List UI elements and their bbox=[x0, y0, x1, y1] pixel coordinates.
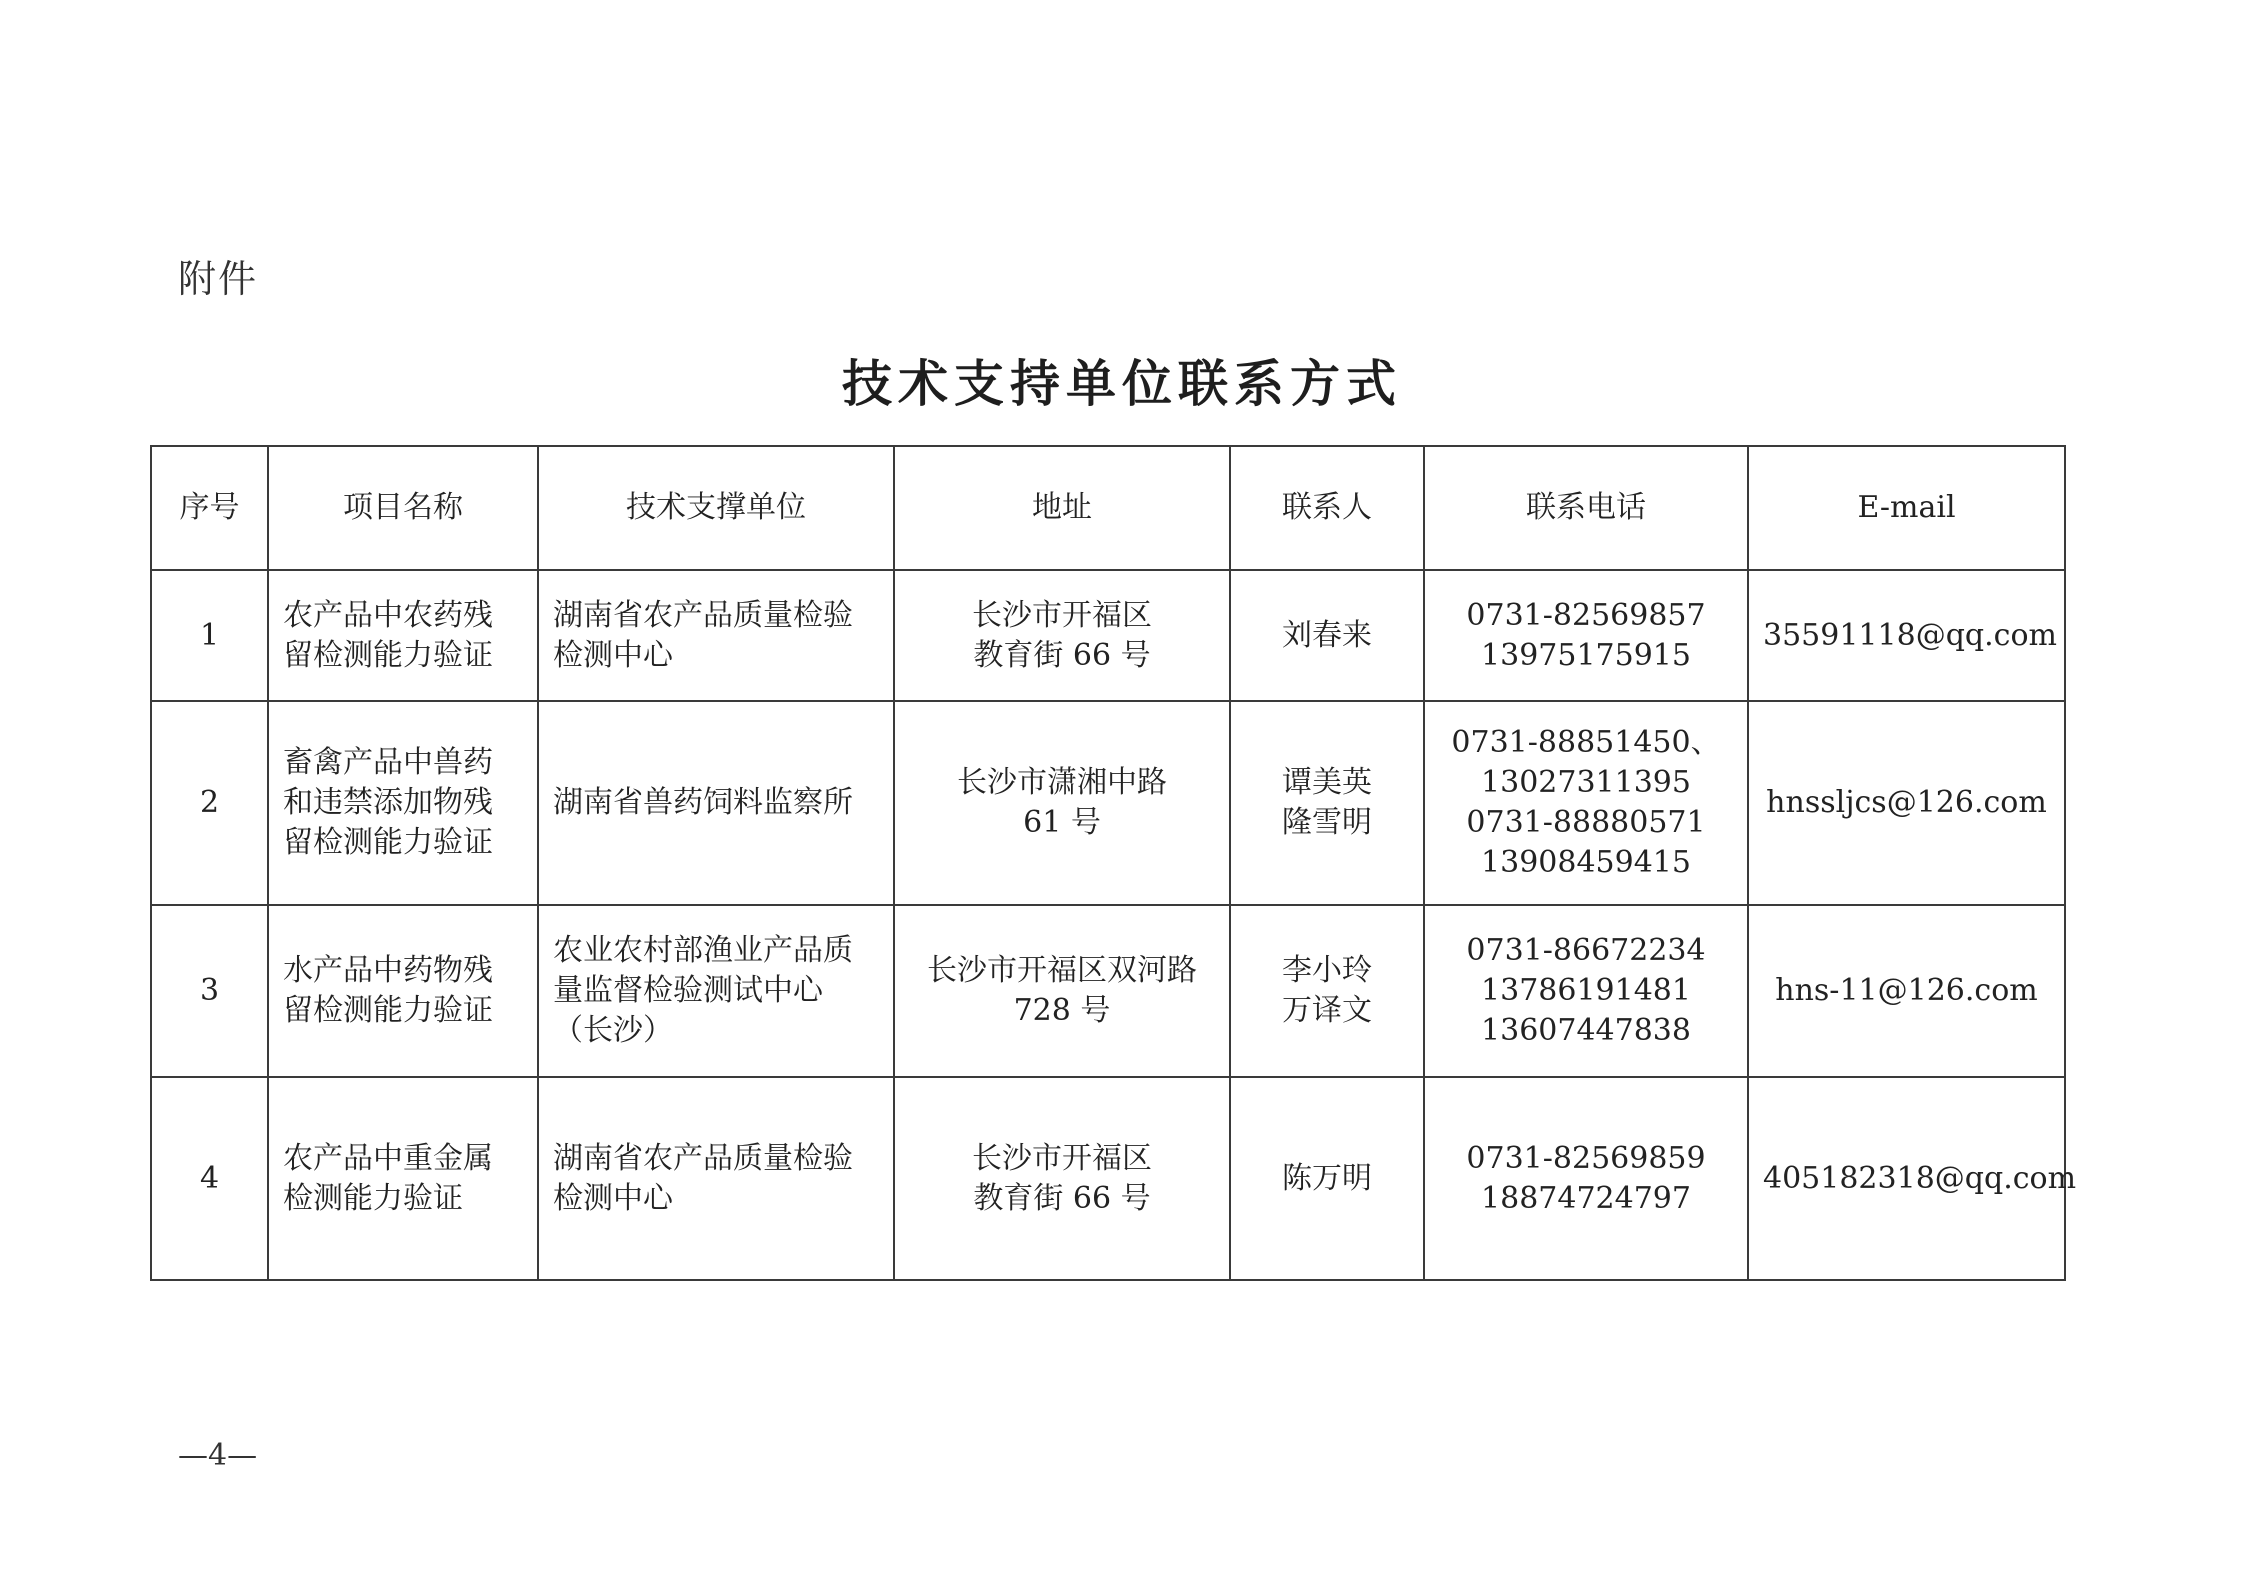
cell-email: 405182318@qq.com bbox=[1748, 1077, 2065, 1280]
phone-number: 0731-88880571 bbox=[1466, 805, 1706, 840]
header-index: 序号 bbox=[151, 446, 268, 570]
unit-line: 湖南省农产品质量检验 bbox=[553, 597, 853, 633]
table-row bbox=[151, 570, 2065, 701]
cell-index: 2 bbox=[151, 701, 268, 905]
cell-phone bbox=[1424, 1077, 1748, 1280]
cell-contact-person bbox=[1230, 1077, 1424, 1280]
page-number: —4— bbox=[178, 1438, 258, 1473]
header-email: E-mail bbox=[1748, 446, 2065, 570]
cell-project bbox=[268, 701, 538, 905]
cell-support-unit bbox=[538, 905, 894, 1077]
attachment-label: 附件 bbox=[178, 257, 259, 301]
document-title: 技术支持单位联系方式 bbox=[842, 354, 1402, 413]
project-line: 畜禽产品中兽药 bbox=[283, 745, 493, 780]
phone-number: 0731-82569857 bbox=[1466, 597, 1706, 633]
cell-phone bbox=[1424, 701, 1748, 905]
cell-project bbox=[268, 905, 538, 1077]
cell-contact-person bbox=[1230, 701, 1424, 905]
address-line: 728 号 bbox=[1013, 993, 1111, 1028]
table-row bbox=[151, 905, 2065, 1077]
project-line: 留检测能力验证 bbox=[283, 637, 493, 673]
cell-contact-person bbox=[1230, 570, 1424, 701]
header-contact-person: 联系人 bbox=[1230, 446, 1424, 570]
cell-phone bbox=[1424, 905, 1748, 1077]
phone-number: 13908459415 bbox=[1481, 845, 1691, 880]
contact-person: 李小玲 bbox=[1282, 953, 1372, 988]
project-line: 农产品中重金属 bbox=[283, 1140, 493, 1176]
address-line: 长沙市开福区 bbox=[972, 597, 1152, 633]
cell-support-unit bbox=[538, 701, 894, 905]
phone-number: 0731-82569859 bbox=[1466, 1140, 1706, 1176]
cell-address bbox=[894, 701, 1230, 905]
cell-index: 3 bbox=[151, 905, 268, 1077]
cell-index: 1 bbox=[151, 570, 268, 701]
cell-address bbox=[894, 1077, 1230, 1280]
cell-email: hns-11@126.com bbox=[1748, 905, 2065, 1077]
unit-line: 检测中心 bbox=[553, 637, 673, 673]
unit-line: 农业农村部渔业产品质 bbox=[553, 933, 853, 968]
contact-person: 隆雪明 bbox=[1282, 805, 1372, 840]
project-line: 留检测能力验证 bbox=[283, 825, 493, 860]
project-line: 检测能力验证 bbox=[283, 1180, 463, 1216]
project-line: 农产品中农药残 bbox=[283, 597, 493, 633]
project-line: 和违禁添加物残 bbox=[283, 785, 493, 820]
cell-email: hnssljcs@126.com bbox=[1748, 701, 2065, 905]
address-line: 长沙市开福区 bbox=[972, 1140, 1152, 1176]
unit-line: 湖南省农产品质量检验 bbox=[553, 1140, 853, 1176]
cell-address bbox=[894, 570, 1230, 701]
header-phone: 联系电话 bbox=[1424, 446, 1748, 570]
cell-support-unit bbox=[538, 1077, 894, 1280]
project-line: 留检测能力验证 bbox=[283, 993, 493, 1028]
phone-number: 0731-88851450、 bbox=[1451, 725, 1721, 760]
phone-number: 13975175915 bbox=[1481, 637, 1691, 673]
table-row bbox=[151, 1077, 2065, 1280]
cell-support-unit bbox=[538, 570, 894, 701]
project-line: 水产品中药物残 bbox=[283, 953, 493, 988]
phone-number: 13786191481 bbox=[1481, 973, 1691, 1008]
contact-person: 谭美英 bbox=[1282, 765, 1372, 800]
cell-phone bbox=[1424, 570, 1748, 701]
cell-index: 4 bbox=[151, 1077, 268, 1280]
address-line: 长沙市潇湘中路 bbox=[957, 765, 1167, 800]
address-line: 教育街 66 号 bbox=[973, 1180, 1151, 1216]
address-line: 教育街 66 号 bbox=[973, 637, 1151, 673]
table-header-row bbox=[151, 446, 2065, 570]
contacts-table bbox=[150, 445, 2077, 1281]
unit-line: （长沙） bbox=[553, 1013, 673, 1048]
unit-line: 湖南省兽药饲料监察所 bbox=[553, 785, 853, 820]
address-line: 61 号 bbox=[1023, 805, 1101, 840]
unit-line: 量监督检验测试中心 bbox=[553, 973, 823, 1008]
cell-contact-person bbox=[1230, 905, 1424, 1077]
table-row bbox=[151, 701, 2065, 905]
cell-project bbox=[268, 570, 538, 701]
address-line: 长沙市开福区双河路 bbox=[927, 953, 1197, 988]
phone-number: 13607447838 bbox=[1481, 1013, 1691, 1048]
contact-person: 陈万明 bbox=[1282, 1160, 1372, 1196]
cell-project bbox=[268, 1077, 538, 1280]
contact-person: 刘春来 bbox=[1282, 617, 1372, 653]
cell-address bbox=[894, 905, 1230, 1077]
contact-person: 万译文 bbox=[1282, 993, 1372, 1028]
unit-line: 检测中心 bbox=[553, 1180, 673, 1216]
phone-number: 18874724797 bbox=[1481, 1180, 1691, 1216]
cell-email: 35591118@qq.com bbox=[1748, 570, 2065, 701]
header-address: 地址 bbox=[894, 446, 1230, 570]
phone-number: 0731-86672234 bbox=[1466, 933, 1706, 968]
header-project: 项目名称 bbox=[268, 446, 538, 570]
header-support-unit: 技术支撑单位 bbox=[538, 446, 894, 570]
phone-number: 13027311395 bbox=[1481, 765, 1691, 800]
